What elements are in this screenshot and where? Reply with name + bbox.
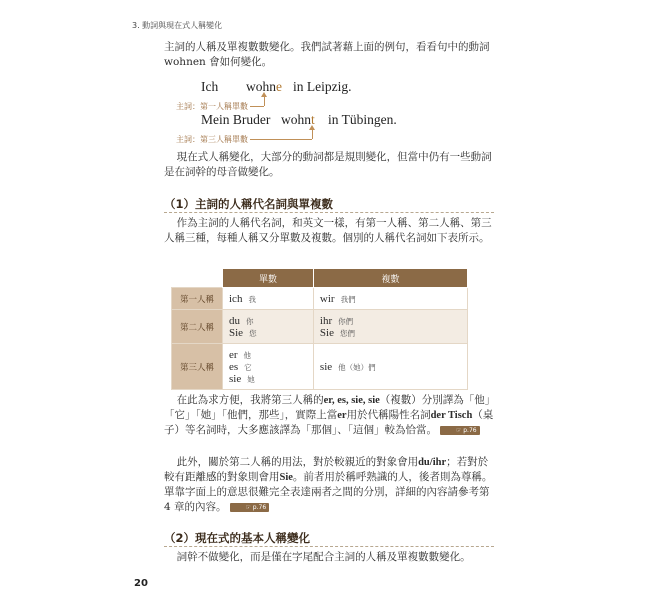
second-person-note-paragraph — [164, 455, 494, 515]
pronoun-gloss: 他（她）們 — [338, 362, 376, 372]
example-1-verb-ending: e — [276, 79, 282, 94]
note-bold-text: du/ihr — [418, 457, 447, 468]
pronoun-gloss: 您們 — [339, 328, 355, 338]
example-1-tag: 主詞：第一人稱單數 — [176, 102, 248, 111]
table-row — [172, 344, 468, 390]
page-reference-text: p.76 — [252, 503, 267, 511]
example-2-verb-stem: wohn — [281, 112, 311, 127]
row-label-first-person: 第一人稱 — [172, 288, 223, 310]
cell-first-singular — [223, 288, 314, 310]
pronoun-word: ihr — [319, 314, 333, 327]
cell-first-plural — [313, 288, 467, 310]
pronoun-word: er — [229, 348, 238, 361]
pronoun-word: sie — [229, 372, 242, 385]
pronoun-word: ich — [229, 292, 243, 305]
note-text: （複數）分別譯為 — [379, 394, 464, 406]
pointer-hand-icon: ☞ — [245, 503, 251, 511]
example-2-subject: Mein Bruder — [201, 112, 271, 127]
pronoun-intro-paragraph: 作為主詞的人稱代名詞，和英文一樣，有第一人稱、第二人稱、第三人稱三種，每種人稱又分單數及複數。個別的人稱代名詞如下表所示。 — [164, 217, 492, 244]
header-singular: 單數 — [223, 269, 314, 288]
section-2-title: （2）現在式的基本人稱變化 — [164, 531, 311, 545]
example-1-subject: Ich — [201, 79, 219, 94]
note-bold-text: der Tisch — [430, 410, 473, 421]
page-reference-text: p.76 — [463, 426, 477, 434]
table-row — [172, 310, 468, 344]
pronoun-word: Sie — [229, 326, 244, 339]
pronoun-gloss: 你 — [246, 316, 254, 326]
pronoun-table — [171, 268, 468, 390]
regular-verbs-paragraph: 現在式人稱變化，大部分的動詞都是規則變化，但當中仍有一些動詞是在詞幹的母音做變化。 — [164, 151, 492, 178]
note-text: （桌子）等名詞時，大多應該譯為「那個」、「這個」較 — [164, 409, 494, 436]
example-2-rest: in Tübingen. — [328, 112, 397, 127]
pronoun-word: Sie — [319, 326, 334, 339]
row-label-second-person: 第二人稱 — [172, 310, 223, 344]
cell-second-singular — [223, 310, 314, 344]
pronoun-gloss: 她 — [247, 374, 255, 384]
page-reference-badge[interactable] — [230, 503, 269, 512]
note-text: 在此為求方便，我將第三人稱的 — [176, 394, 324, 406]
pronoun-gloss: 我 — [248, 294, 256, 304]
example-1-rest: in Leipzig. — [293, 79, 352, 94]
row-label-third-person: 第三人稱 — [172, 344, 223, 390]
table-corner — [172, 269, 223, 288]
cell-third-singular — [223, 344, 314, 390]
header-plural: 複數 — [313, 269, 467, 288]
section-1-rule — [164, 212, 494, 213]
example-1-riser-line — [264, 96, 265, 106]
example-2-arrow-icon — [309, 125, 315, 130]
note-text: 「他」「它」「她」「他們，那些」，實際上當 — [164, 394, 491, 421]
example-2-riser-line — [312, 129, 313, 139]
pointer-hand-icon: ☞ — [455, 426, 462, 434]
example-2-tag: 主詞：第三人稱單數 — [176, 135, 248, 144]
section-2-rule — [164, 546, 494, 547]
note-text: 。前者用於稱呼熟識的人，後者 — [292, 471, 440, 483]
pronoun-gloss: 你們 — [338, 316, 354, 326]
page-reference-badge[interactable] — [440, 426, 479, 435]
note-text: 則為尊稱。單靠字面上的意思很難完全表達兩者之間的分別，詳細 — [164, 471, 493, 498]
running-header: 3. 動詞與現在式人稱變化 — [132, 21, 223, 30]
pronoun-gloss: 您 — [249, 328, 257, 338]
note-text: 此外，關於第二人稱的用法，對於較親近的對象會用 — [176, 456, 419, 468]
note-text: 的內容請參考第 4 章的內容。 — [164, 486, 490, 513]
cell-second-plural — [313, 310, 467, 344]
note-bold-text: Sie — [279, 472, 293, 483]
example-1-verb-stem: wohn — [246, 79, 276, 94]
table-row — [172, 288, 468, 310]
pronoun-word: es — [229, 360, 239, 373]
pronoun-gloss: 我們 — [340, 294, 356, 304]
intro-paragraph: 主詞的人稱及單複數數變化。我們試著藉上面的例句，看看句中的動詞 wohnen 會如何變化。 — [164, 41, 490, 68]
example-2-verb-ending: t — [311, 112, 315, 127]
note-text: 為恰當。 — [395, 424, 437, 436]
pronoun-word: sie — [319, 360, 333, 373]
note-bold-text: er — [337, 410, 347, 421]
pronoun-word: wir — [319, 292, 335, 305]
cell-third-plural — [313, 344, 467, 390]
conjugation-intro-paragraph: 詞幹不做變化，而是僅在字尾配合主詞的人稱及單複數數變化。 — [176, 551, 471, 563]
note-text: 用於代稱陽性名詞 — [346, 409, 431, 421]
table-header-row — [172, 269, 468, 288]
pronoun-gloss: 他 — [243, 350, 252, 360]
page-number: 20 — [134, 578, 148, 589]
note-text: 對於較有距離感的對象則會用 — [164, 456, 489, 483]
pronoun-word: du — [229, 314, 240, 327]
example-2-leader-line — [250, 139, 312, 140]
pronoun-gloss: 它 — [244, 362, 252, 372]
third-person-note-paragraph — [164, 393, 494, 438]
section-1-title: （1）主詞的人稱代名詞與單複數 — [164, 197, 333, 211]
example-1-arrow-icon — [261, 92, 267, 97]
note-text: ；若 — [446, 456, 468, 468]
note-bold-text: er, es, sie, sie — [323, 395, 380, 406]
example-1-leader-line — [250, 106, 264, 107]
